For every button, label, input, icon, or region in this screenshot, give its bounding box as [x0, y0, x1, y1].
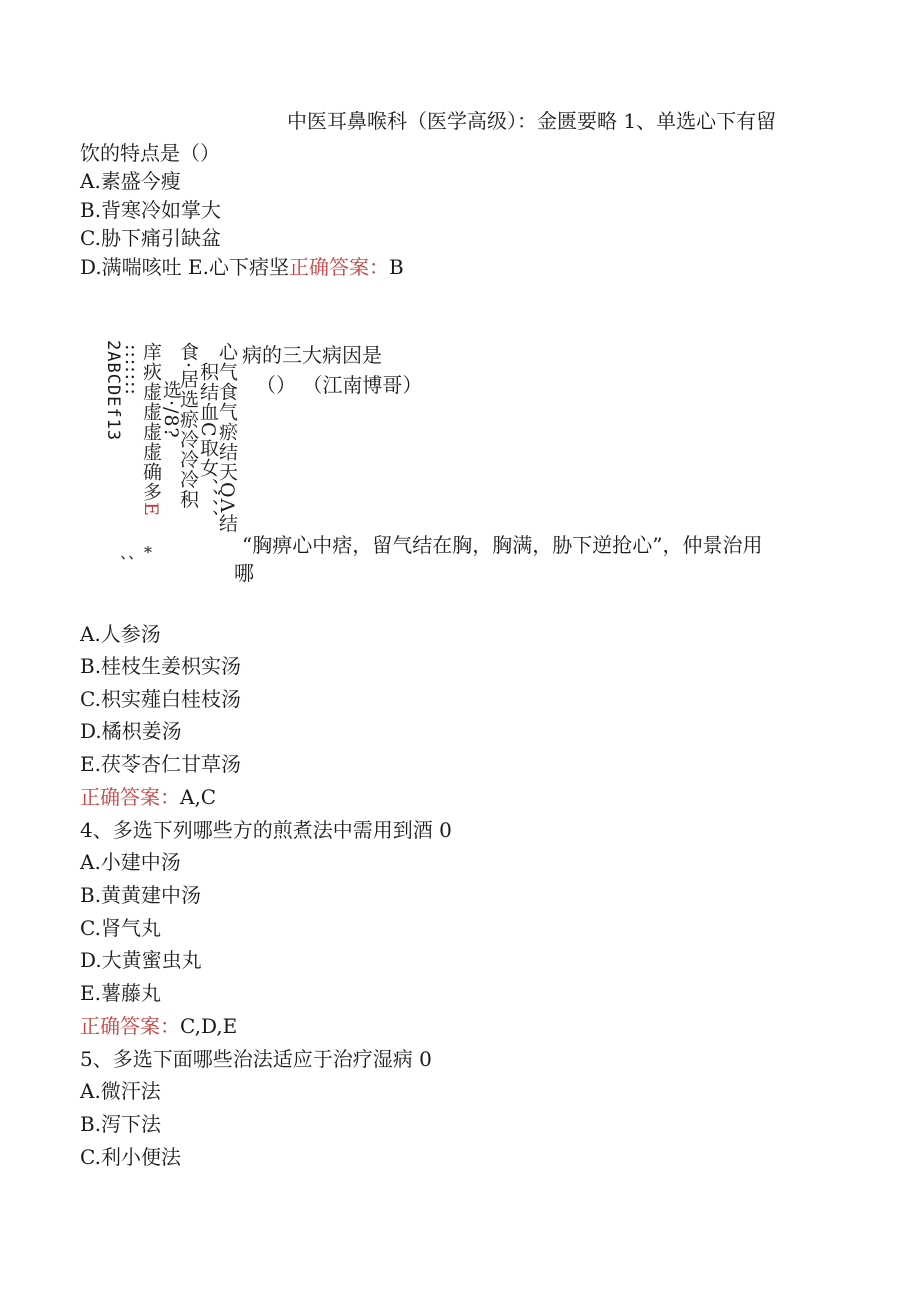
q3-stem-tail: 哪 [234, 561, 254, 585]
q1-option-b: B.背寒冷如掌大 [80, 198, 222, 222]
q1-answer-label: 正确答案： [289, 255, 389, 279]
q4-option-a: A.小建中汤 [80, 850, 181, 874]
q3-option-c: C.枳实薤白桂枝汤 [80, 687, 241, 711]
q5-option-c: C.利小便法 [80, 1145, 181, 1169]
q2-col-dots: ::::::: [121, 344, 143, 396]
q4-answer: C,D,E [180, 1014, 238, 1038]
q1-option-de: D.满喘咳吐 E.心下痞坚 [80, 255, 289, 279]
q4-answer-line [80, 1013, 237, 1039]
q1-last-line [80, 254, 404, 280]
q4-stem: 4、多选下列哪些方的煎煮法中需用到酒 0 [80, 818, 452, 842]
q4-option-e: E.薯藤丸 [80, 981, 161, 1005]
q3-answer-line [80, 784, 216, 810]
q1-option-a: A.素盛今瘦 [80, 169, 181, 193]
q2-stem-line1: 病的三大病因是 [242, 343, 382, 367]
q2-col-ascii: 2ABCDEf13 [103, 340, 123, 442]
q2-col1 [140, 342, 162, 517]
q2-col4: 积结血C取女、、、、 [197, 362, 219, 530]
q4-option-d: D.大黄蜜虫丸 [80, 948, 202, 972]
q5-stem: 5、多选下面哪些治法适应于治疗湿病 0 [80, 1047, 432, 1071]
q2-stem-line2: （） （江南博哥） [256, 373, 423, 397]
q3-answer: A,C [180, 785, 217, 809]
q2-col3: 食·居选瘀冷冷冷积 [177, 342, 199, 510]
q4-option-c: C.肾气丸 [80, 916, 161, 940]
q2-bottom-marks: 、、* [120, 543, 153, 562]
q2-col5: 心气食气瘀结天QΛ结 [216, 342, 238, 534]
q3-option-d: D.橘枳姜汤 [80, 719, 182, 743]
q2-col2: 选·/8? [160, 380, 182, 439]
q3-stem: “胸痹心中痞，留气结在胸，胸满，胁下逆抢心”，仲景治用 [242, 533, 763, 557]
q3-option-e: E.茯苓杏仁甘草汤 [80, 752, 241, 776]
q3-option-b: B.桂枝生姜枳实汤 [80, 654, 242, 678]
q3-option-a: A.人参汤 [80, 622, 161, 646]
page-header: 中医耳鼻喉科（医学高级）：金匮要略 1、单选心下有留 [287, 109, 777, 133]
q5-option-a: A.微汗法 [80, 1079, 161, 1103]
q1-answer: B [389, 255, 404, 279]
q4-option-b: B.黄黄建中汤 [80, 883, 202, 907]
q2-col1-tail: E [140, 502, 162, 517]
q3-answer-label: 正确答案： [80, 785, 180, 809]
q4-answer-label: 正确答案： [80, 1014, 180, 1038]
q1-option-c: C.胁下痛引缺盆 [80, 226, 221, 250]
q2-col1-text: 庠疢虚虚虚虚确多 [140, 342, 162, 502]
q1-stem: 饮的特点是（） [80, 141, 220, 165]
q5-option-b: B.泻下法 [80, 1112, 162, 1136]
